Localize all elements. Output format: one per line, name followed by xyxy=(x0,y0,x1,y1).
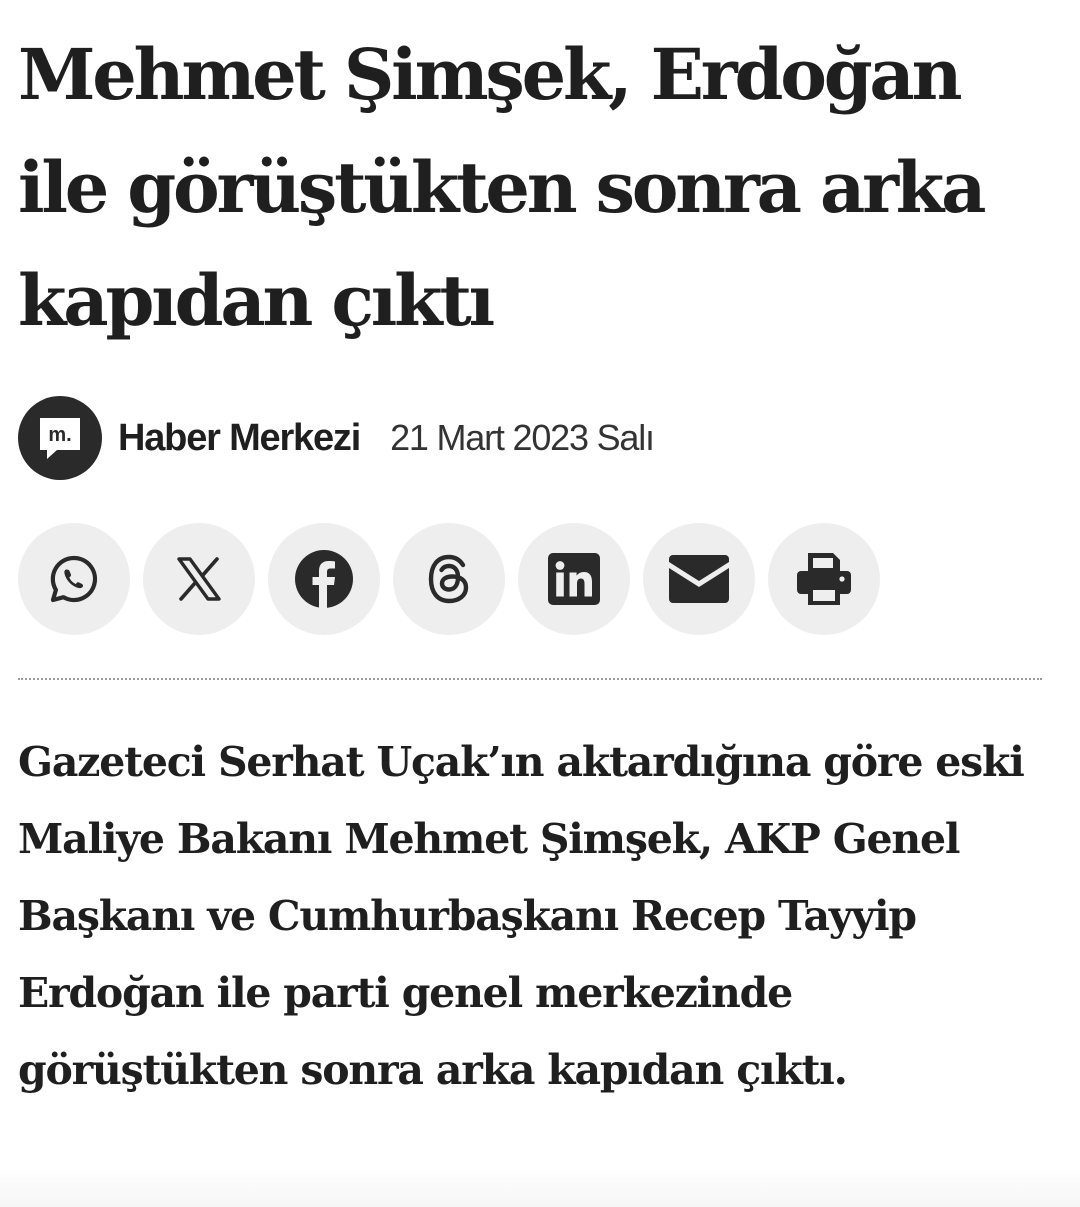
share-bar xyxy=(18,523,880,635)
headline: Mehmet Şimşek, Erdoğan ile görüştükten sonra arka kapıdan çıktı xyxy=(18,33,984,342)
mail-icon xyxy=(667,553,731,605)
speech-bubble-logo-icon xyxy=(35,413,85,463)
x-icon xyxy=(173,553,225,605)
share-threads-button[interactable] xyxy=(393,523,505,635)
share-x-button[interactable] xyxy=(143,523,255,635)
publish-date: 21 Mart 2023 Salı xyxy=(390,417,654,458)
facebook-icon xyxy=(294,549,354,609)
author-avatar[interactable] xyxy=(18,396,102,480)
divider xyxy=(18,678,1042,680)
bottom-fade xyxy=(0,1167,1080,1207)
avatar-text: m. xyxy=(48,424,72,446)
article-lede: Gazeteci Serhat Uçak’ın aktardığına göre eski Maliye Bakanı Mehmet Şimşek, AKP Genel Başkanı ve Cumhurbaşkanı Recep Tayyip Erdoğan ile parti genel merkezinde görüştükten sonra arka kapıdan çıktı. xyxy=(18,738,1024,1094)
share-email-button[interactable] xyxy=(643,523,755,635)
linkedin-icon xyxy=(546,551,602,607)
author-name[interactable]: Haber Merkezi xyxy=(118,416,361,459)
share-whatsapp-button[interactable] xyxy=(18,523,130,635)
print-icon xyxy=(794,549,854,609)
print-button[interactable] xyxy=(768,523,880,635)
share-linkedin-button[interactable] xyxy=(518,523,630,635)
threads-icon xyxy=(423,551,475,607)
byline xyxy=(18,395,654,481)
share-facebook-button[interactable] xyxy=(268,523,380,635)
whatsapp-icon xyxy=(46,551,102,607)
